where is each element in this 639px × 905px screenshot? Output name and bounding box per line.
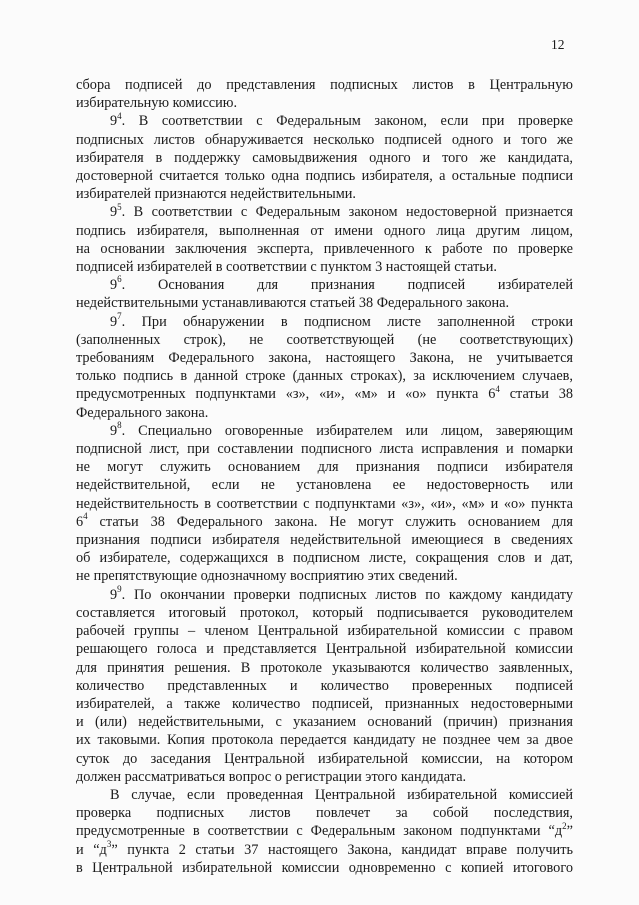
item-number-sup: 8 (117, 420, 122, 431)
paragraph-9-6 (76, 276, 573, 312)
document-body (76, 76, 573, 877)
text-line: на основании заключения эксперта, привлеченного к работе по проверке (76, 240, 573, 257)
item-number: 9 (110, 277, 118, 294)
text-line: должен рассматриваться вопрос о регистрации этого кандидата. (76, 768, 467, 785)
text-line: составляется итоговый протокол, который подписывается руководителем (76, 604, 573, 621)
text-line: недействительной, если не установлена ее недостоверность или (76, 477, 573, 494)
item-number: 9 (110, 422, 118, 439)
text-line: избирателей, а также количество подписей, признанных недостоверными (76, 695, 573, 712)
footnote-sup: 4 (83, 511, 88, 522)
paragraph-closing (76, 786, 573, 877)
text-line: предусмотренные в соответствии с Федеральным законом подпунктами “д (76, 823, 563, 840)
item-number-sup: 7 (117, 310, 122, 321)
text-line: суток до заседания Центральной избирательной комиссии, на котором (76, 750, 573, 767)
text-line: . По окончании проверки подписных листов по каждому кандидату (121, 586, 573, 603)
text-line: ” пункта 2 статьи 37 настоящего Закона, кандидат вправе получить (111, 841, 573, 858)
paragraph-9-5 (76, 203, 573, 276)
text-line: не могут служить основанием для признания подписи избирателя (76, 459, 573, 476)
text-line: об избирателе, содержащихся в подписном листе, сокращения слов и дат, (76, 550, 573, 567)
paragraph-9-7 (76, 310, 573, 422)
text-line: подписной лист, при составлении подписного листа исправления и помарки (76, 441, 573, 458)
paragraph-9-9 (76, 583, 573, 786)
text-line: предусмотренных подпунктами «з», «и», «м» и «о» пункта 6 (76, 386, 496, 403)
text-line: 6 (76, 513, 84, 530)
text-line: подписей избирателей в соответствии с пунктом 3 настоящей статьи. (76, 259, 497, 276)
text-line: избирателей признаются недействительными. (76, 186, 357, 203)
paragraph-9-8 (76, 422, 573, 586)
text-line: рабочей группы – членом Центральной избирательной комиссии с правом (76, 623, 573, 640)
item-number-sup: 6 (117, 274, 122, 285)
page-number: 12 (551, 37, 565, 52)
item-number-sup: 4 (117, 110, 122, 121)
item-number-sup: 9 (117, 583, 122, 594)
text-line: . При обнаружении в подписном листе заполненной строки (121, 313, 573, 330)
text-line: количество представленных и количество проверенных подписей (76, 677, 573, 694)
text-line: подписных листов обнаруживается несколько подписей одного и того же (76, 131, 573, 148)
footnote-sup: 3 (106, 838, 112, 849)
text-line: признания подписи избирателя недействительной имеющиеся в сведениях (76, 532, 573, 549)
text-line: . Основания для признания подписей избирателей (121, 277, 573, 294)
text-line: и (или) недействительными, с указанием оснований (причин) признания (76, 714, 573, 731)
text-line: сбора подписей до представления подписных листов в Центральную (76, 77, 573, 93)
text-line: . В соответствии с Федеральным законом, если при проверке (121, 113, 573, 130)
text-line: для принятия решения. В протоколе указываются количество заявленных, (76, 659, 573, 676)
item-number: 9 (110, 586, 118, 603)
text-line: статьи 38 (499, 386, 573, 403)
text-line: решающего голоса и представляется Центральной избирательной комиссии (76, 641, 573, 658)
item-number: 9 (110, 204, 118, 221)
text-line: В случае, если проведенная Центральной избирательной комиссией (110, 786, 573, 803)
text-line: . Специально оговоренные избирателем или лицом, заверяющим (121, 422, 573, 439)
item-number: 9 (110, 313, 118, 330)
footnote-sup: 2 (562, 820, 567, 831)
text-line: не препятствующие однозначному восприятию этих сведений. (76, 568, 458, 585)
text-line: проверка подписных листов повлечет за собой последствия, (76, 805, 573, 822)
text-line: . В соответствии с Федеральным законом недостоверной признается (121, 204, 573, 221)
text-line: и “д (76, 841, 107, 858)
text-line: (заполненных строк), не соответствующей (не соответствующих) (76, 331, 573, 348)
text-line: их таковыми. Копия протокола передается кандидату не позднее чем за двое (76, 732, 573, 749)
paragraph-continuation (76, 76, 573, 112)
text-line: статьи 38 Федерального закона. Не могут служить основанием для (87, 513, 573, 530)
text-line: ” (566, 823, 573, 840)
text-line: избирательную комиссию. (76, 95, 238, 112)
item-number: 9 (110, 113, 118, 130)
text-line: недействительными устанавливаются статьей 38 Федерального закона. (76, 295, 510, 312)
text-line: в Центральной избирательной комиссии одновременно с копией итогового (76, 859, 573, 876)
text-line: избирателя в поддержку самовыдвижения одного и того же кандидата, (76, 149, 573, 166)
text-line: только подпись в данной строке (данных строках), за исключением случаев, (76, 368, 573, 385)
text-line: Федерального закона. (76, 404, 209, 421)
text-line: недействительность в соответствии с подпунктами «з», «и», «м» и «о» пункта (76, 495, 573, 512)
text-line: достоверной считается только одна подпись избирателя, а остальные подписи (76, 168, 573, 185)
paragraph-9-4 (76, 112, 573, 203)
text-line: требованиям Федерального закона, настоящего Закона, не учитывается (76, 350, 573, 367)
footnote-sup: 4 (495, 383, 500, 394)
item-number-sup: 5 (117, 201, 122, 212)
text-line: подпись избирателя, выполненная от имени одного лица другим лицом, (76, 222, 573, 239)
